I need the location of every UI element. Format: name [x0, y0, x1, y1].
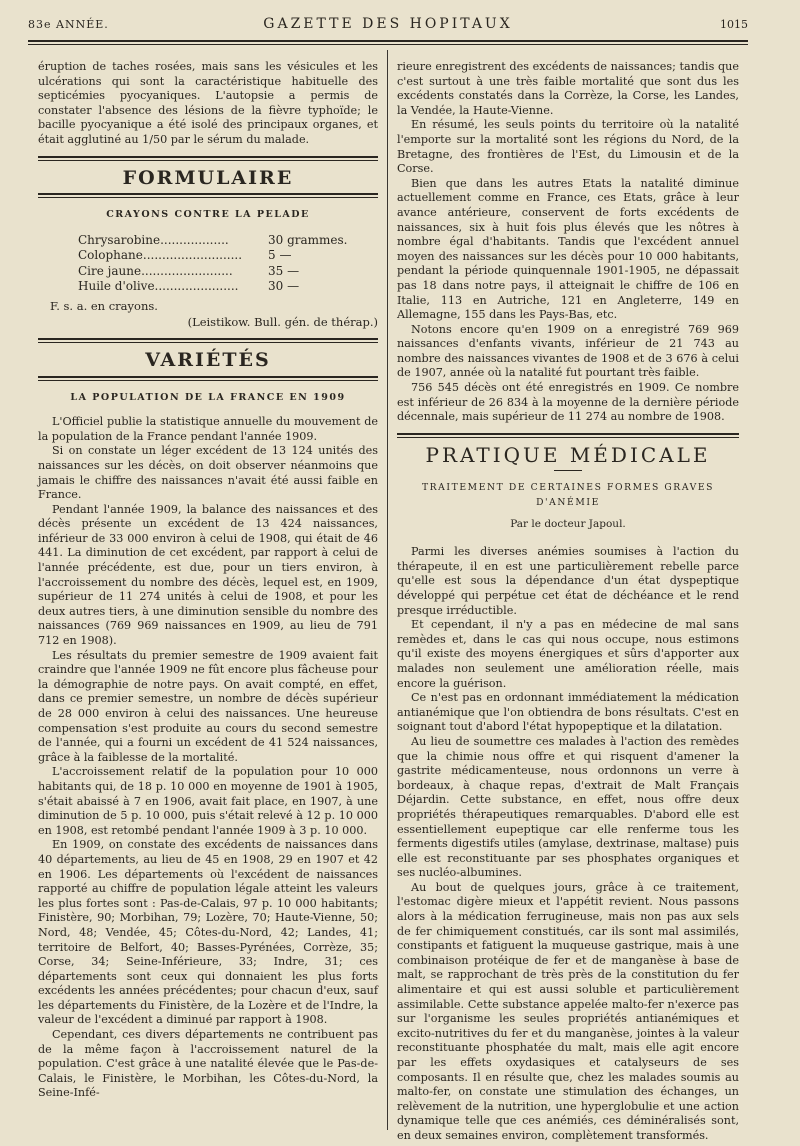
article-paragraph: L'Officiel publie la statistique annuelle du mouvement de la population de la France pendant l'année 1909. — [38, 415, 378, 443]
column-divider — [387, 50, 388, 1130]
article-paragraph: Et cependant, il n'y a pas en médecine de mal sans remèdes et, dans le cas qui nous occupe, nous estimons qu'il existe des moyens énergiques et sûrs d'apporter aux malades non seulement une amélioration réelle, mais encore la guérison. — [397, 618, 739, 690]
article-paragraph: Cependant, ces divers départements ne contribuent pas de la même façon à l'accroissement naturel de la population. C'est grâce à une natalité élevée que le Pas-de-Calais, le Finistère, le Morbihan, les Côtes-du-Nord, la Seine-Infé- — [38, 1028, 378, 1100]
ingredient-name: Huile d'olive — [78, 279, 155, 294]
section-rule — [38, 156, 378, 161]
recipe-source: (Leistikow. Bull. gén. de thérap.) — [187, 315, 378, 330]
right-column — [397, 60, 739, 1144]
left-column — [38, 60, 378, 1101]
short-rule — [554, 470, 582, 471]
pratique-medicale-title: PRATIQUE MÉDICALE — [425, 442, 711, 467]
header-page-number: 1015 — [720, 18, 748, 31]
article-paragraph: Notons encore qu'en 1909 on a enregistré 769 969 naissances d'enfants vivants, inférieur de 21 743 au nombre des naissances vivantes de 1908 et de 3 676 à celui de 1907, année où la natalité fut pourtant très faible. — [397, 322, 739, 380]
ingredient-name: Colophane — [78, 248, 143, 263]
recipe-row — [78, 279, 348, 295]
section-rule — [38, 376, 378, 381]
population-article-title: LA POPULATION DE LA FRANCE EN 1909 — [70, 391, 346, 403]
ingredient-amount: 5 — — [268, 248, 292, 263]
recipe-row — [78, 264, 348, 280]
article-paragraph: En résumé, les seuls points du territoire où la natalité l'emporte sur la mortalité sont les régions du Nord, de la Bretagne, des frontières de l'Est, du Limousin et de la Corse. — [397, 118, 739, 176]
article-paragraph: En 1909, on constate des excédents de naissances dans 40 départements, au lieu de 45 en 1908, 29 en 1907 et 42 en 1906. Les départements où l'excédent de naissances rapporté au chiffre de population légale atteint les valeurs les plus fortes sont : Pas-de-Calais, 97 p. 10 000 habitants; Finistère, 90; Morbihan, 79; Lozère, 70; Haute-Vienne, 50; Nord, 48; Vendée, 45; Côtes-du-Nord, 42; Landes, 41; territoire de Belfort, 40; Basses-Pyrénées, Corrèze, 35; Corse, 34; Seine-Inférieure, 33; Indre, 31; ces départements sont ceux qui donnaient les plus forts excédents les années précédentes; pour chacun d'eux, sauf les départements du Finistère, de la Lozère et de l'Indre, la valeur de l'excédent a diminué par rapport à 1908. — [38, 838, 378, 1027]
article-paragraph: Les résultats du premier semestre de 1909 avaient fait craindre que l'année 1909 ne fût encore plus fâcheuse pour la démographie de notre pays. On avait compté, en effet, dans ce premier semestre, un nombre de décès supérieur de 28 000 environ à celui des naissances. Une heureuse compensation s'est produite au cours du second semestre de l'année, qui a fourni un excédent de 41 524 naissances, grâce à la faiblesse de la mortalité. — [38, 648, 378, 764]
recipe-instruction: F. s. a. en crayons. — [50, 298, 158, 313]
recipe-row — [78, 233, 348, 249]
intro-paragraph: éruption de taches rosées, mais sans les vésicules et les ulcérations qui sont la caractéristique habituelle des septicémies pyocyaniques. L'autopsie a permis de constater l'absence des lésions de la fièvre typhoïde; le bacille pyocyanique a été isolé des principaux organes, et était agglutiné au 1/50 par le sérum du malade. — [38, 60, 378, 146]
ingredient-amount: 30 — — [268, 279, 300, 294]
ingredient-dots: ........................ — [141, 263, 233, 278]
ingredient-name: Chrysarobine — [78, 232, 161, 247]
article-paragraph: L'accroissement relatif de la population pour 10 000 habitants qui, de 18 p. 10 000 en moyenne de 1901 à 1905, s'était abaissé à 7 en 1906, avait fait place, en 1907, à une diminution de 5 p. 10 000, puis s'était relevé à 12 p. 10 000 en 1908, est retombé pendant l'année 1909 à 3 p. 10 000. — [38, 765, 378, 837]
section-rule — [397, 433, 739, 438]
recipe-list — [78, 233, 348, 295]
ingredient-amount: 35 — — [268, 263, 300, 278]
formulaire-title: FORMULAIRE — [122, 166, 294, 189]
ingredient-amount: 30 grammes. — [268, 232, 348, 247]
ingredient-dots: .................. — [160, 232, 229, 247]
traitement-article-title: TRAITEMENT DE CERTAINES FORMES GRAVES D'ANÉMIE — [421, 482, 715, 509]
recipe-row — [78, 248, 348, 264]
article-paragraph: Au lieu de soumettre ces malades à l'action des remèdes que la chimie nous offre et qui risquent d'amener la gastrite médicamenteuse, nous ordonnons un verre à bordeaux, à chaque repas, d'extrait de Malt Français Déjardin. Cette substance, en effet, nous offre deux propriétés thérapeutiques remarquables. D'abord elle est essentiellement eupeptique car elle renferme tous les ferments digestifs utiles (amylase, dextrinase, maltase) puis elle est reconstituante par ses phosphates organiques et ses nucléo-albumines. — [397, 734, 739, 880]
page-header — [28, 14, 748, 36]
article-paragraph: 756 545 décès ont été enregistrés en 1909. Ce nombre est inférieur de 26 834 à la moyenne de la dernière période décennale, mais supérieur de 11 274 au nombre de 1908. — [397, 381, 739, 424]
header-year: 83e ANNÉE. — [28, 18, 109, 31]
ingredient-dots: .......................... — [142, 248, 243, 263]
header-rule — [28, 40, 748, 45]
ingredient-dots: ...................... — [154, 279, 239, 294]
article-paragraph: Bien que dans les autres Etats la natalité diminue actuellement comme en France, ces Etats, grâce à leur avance antérieure, conservent de forts excédents de naissances, six à huit fois plus élevés que les nôtres à nombre égal d'habitants. Tandis que l'excédent annuel moyen des naissances sur les décès pour 10 000 habitants, pendant la période quinquennale 1901-1905, ne dépassait pas 18 dans notre pays, il atteignait le chiffre de 106 en Italie, 113 en Autriche, 121 en Angleterre, 149 en Allemagne, 155 dans les Pays-Bas, etc. — [397, 176, 739, 322]
varietes-title: VARIÉTÉS — [145, 348, 271, 371]
article-paragraph: Si on constate un léger excédent de 13 124 unités des naissances sur les décès, on doit observer néanmoins que jamais le chiffre des naissances n'avait été aussi faible en France. — [38, 444, 378, 502]
article-paragraph: Pendant l'année 1909, la balance des naissances et des décès présente un excédent de 13 424 naissances, inférieur de 33 000 environ à celui de 1908, qui était de 46 441. La diminution de cet excédent, par rapport à celui de l'année précédente, est due, pour un tiers environ, à l'accroissement du nombre des décès, lequel est, en 1909, supérieur de 11 274 unités à celui de 1908, et pour les deux autres tiers, à une diminution sensible du nombre des naissances (769 969 naissances en 1909, au lieu de 791 712 en 1908). — [38, 502, 378, 648]
ingredient-name: Cire jaune — [78, 263, 142, 278]
article-paragraph: Parmi les diverses anémies soumises à l'action du thérapeute, il en est une particulièrement rebelle parce qu'elle est sous la dépendance d'un état dyspeptique développé qui perpétue cet état de déchéance et le rend presque irréductible. — [397, 545, 739, 617]
article-paragraph: rieure enregistrent des excédents de naissances; tandis que c'est surtout à une très faible mortalité que sont dus les excédents constatés dans la Corrèze, la Corse, les Landes, la Vendée, la Haute-Vienne. — [397, 60, 739, 117]
header-journal-title: GAZETTE DES HOPITAUX — [263, 16, 513, 32]
article-byline: Par le docteur Japoul. — [510, 517, 626, 530]
section-rule — [38, 338, 378, 343]
article-paragraph: Au bout de quelques jours, grâce à ce traitement, l'estomac digère mieux et l'appétit revient. Nous passons alors à la médication ferrugineuse, mais non pas aux sels de fer chimiquement constitués, car ils sont mal assimilés, constipants et fatiguent la muqueuse gastrique, mais à une combinaison protéique de fer et de manganèse à base de malt, se rapprochant de très près de la constitution du fer alimentaire et qui est aussi soluble et particulièrement assimilable. Cette substance appelée malto-fer n'exerce pas sur l'organisme les seules propriétés antianémiques et excito-nutritives du fer et du manganèse, jointes à la valeur reconstituante phosphatée du malt, mais elle agit encore par les effets oxydasiques et catalyseurs de ses composants. Il en résulte que, chez les malades soumis au malto-fer, on constate une stimulation des échanges, un relèvement de la nutrition, une hyperglobulie et une action dynamique telle que ces anémiés, ces déminéralisés sont, en deux semaines environ, complètement transformés. — [397, 880, 739, 1142]
section-rule — [38, 193, 378, 198]
article-paragraph: Ce n'est pas en ordonnant immédiatement la médication antianémique que l'on obtiendra de bons résultats. C'est en soignant tout d'abord l'état hypopeptique et la dilatation. — [397, 691, 739, 734]
crayons-title: CRAYONS CONTRE LA PELADE — [106, 209, 310, 221]
